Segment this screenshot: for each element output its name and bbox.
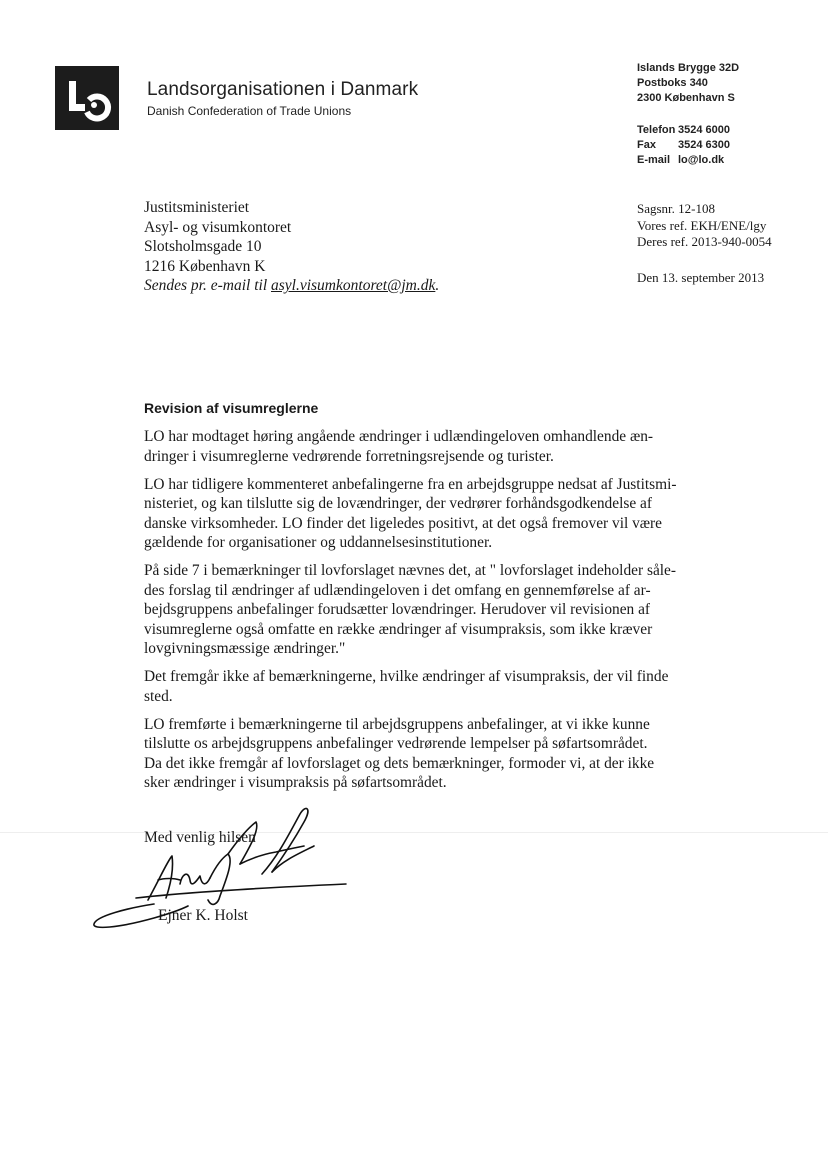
body-line: bejdsgruppens anbefalinger forudsætter lovændringer. Herudover vil revisionen af [144,601,651,618]
body-line: LO har modtaget høring angående ændringer i udlændingeloven omhandlende æn- [144,428,654,445]
sender-address [637,61,739,106]
body-paragraph [144,667,704,706]
contact-label: Fax [637,139,656,151]
body-paragraph [144,427,704,466]
body-line: visumreglerne også omfatte en række ændringer af visumpraksis, som ikke kræver [144,620,653,638]
body-paragraph [144,754,704,793]
contact-label: Telefon [637,124,676,136]
contact-label: E-mail [637,154,671,166]
body-line: LO fremførte i bemærkningerne til arbejdsgruppens anbefalinger, at vi ikke kunne [144,715,650,733]
case-number: Sagsnr. 12-108 [637,201,715,216]
send-by-email-line [144,276,439,296]
letter-date: Den 13. september 2013 [637,270,765,285]
contact-row-fax [637,138,730,153]
recipient-block [144,198,439,296]
lo-logo-mark [55,66,119,130]
our-reference: Vores ref. EKH/ENE/lgy [637,217,767,233]
body-line: tilslutte os arbejdsgruppens anbefalinger vedrørende lempelser på søfartsområdet. [144,735,648,752]
letter-body [144,427,704,801]
body-line: sted. [144,687,173,705]
signer-name: Ejner K. Holst [158,907,248,924]
contact-row-phone [637,123,730,138]
body-line: På side 7 i bemærkninger til lovforslaget nævnes det, at " lovforslaget indeholder såle- [144,562,677,579]
contact-row-email [637,153,730,168]
contact-value: lo@lo.dk [678,154,725,166]
lo-logo [55,66,119,130]
sender-contact [637,123,730,168]
closing-salutation: Med venlig hilsen [144,829,256,846]
body-line: Det fremgår ikke af bemærkningerne, hvilke ændringer af visumpraksis, der vil finde [144,668,669,685]
body-line: dringer i visumreglerne vedrørende forretningsrejsende og turister. [144,447,554,465]
body-line: nisteriet, og kan tilslutte sig de lovændringer, der vedrører forhåndsgodkendelse af [144,495,652,512]
body-line: des forslag til ændringer af udlændingeloven i det omfang en gennemførelse af ar- [144,581,651,599]
body-line: lovgivningsmæssige ændringer." [144,640,346,657]
handwritten-signature [88,800,358,935]
body-line: gældende for organisationer og uddannelsesinstitutioner. [144,534,493,551]
contact-value: 3524 6300 [678,139,730,151]
address-line: Postboks 340 [637,77,708,89]
recipient-line: Asyl- og visumkontoret [144,218,292,236]
send-prefix: Sendes pr. e-mail til [144,277,271,294]
send-suffix: . [435,277,440,294]
address-line: Islands Brygge 32D [637,62,740,74]
body-paragraph [144,475,704,553]
body-line: Da det ikke fremgår af lovforslaget og dets bemærkninger, formoder vi, at der ikke [144,754,655,772]
recipient-line: Justitsministeriet [144,199,250,216]
contact-value: 3524 6000 [678,124,730,136]
org-subtitle: Danish Confederation of Trade Unions [147,104,352,118]
recipient-line: Slotsholmsgade 10 [144,238,262,255]
body-paragraph [144,715,704,754]
body-line: sker ændringer i visumpraksis på søfartsområdet. [144,774,447,791]
recipient-email-link[interactable]: asyl.visumkontoret@jm.dk [271,277,436,294]
body-paragraph [144,561,704,659]
body-line: danske virksomheder. LO finder det ligeledes positivt, at det også fremover vil være [144,514,663,532]
org-name: Landsorganisationen i Danmark [147,79,419,100]
body-line: LO har tidligere kommenteret anbefalingerne fra en arbejdsgruppe nedsat af Justitsmi- [144,475,677,493]
letter-subject: Revision af visumreglerne [144,400,319,416]
your-reference: Deres ref. 2013-940-0054 [637,234,772,249]
address-line: 2300 København S [637,92,735,104]
reference-block [637,201,772,251]
recipient-line: 1216 København K [144,257,266,275]
